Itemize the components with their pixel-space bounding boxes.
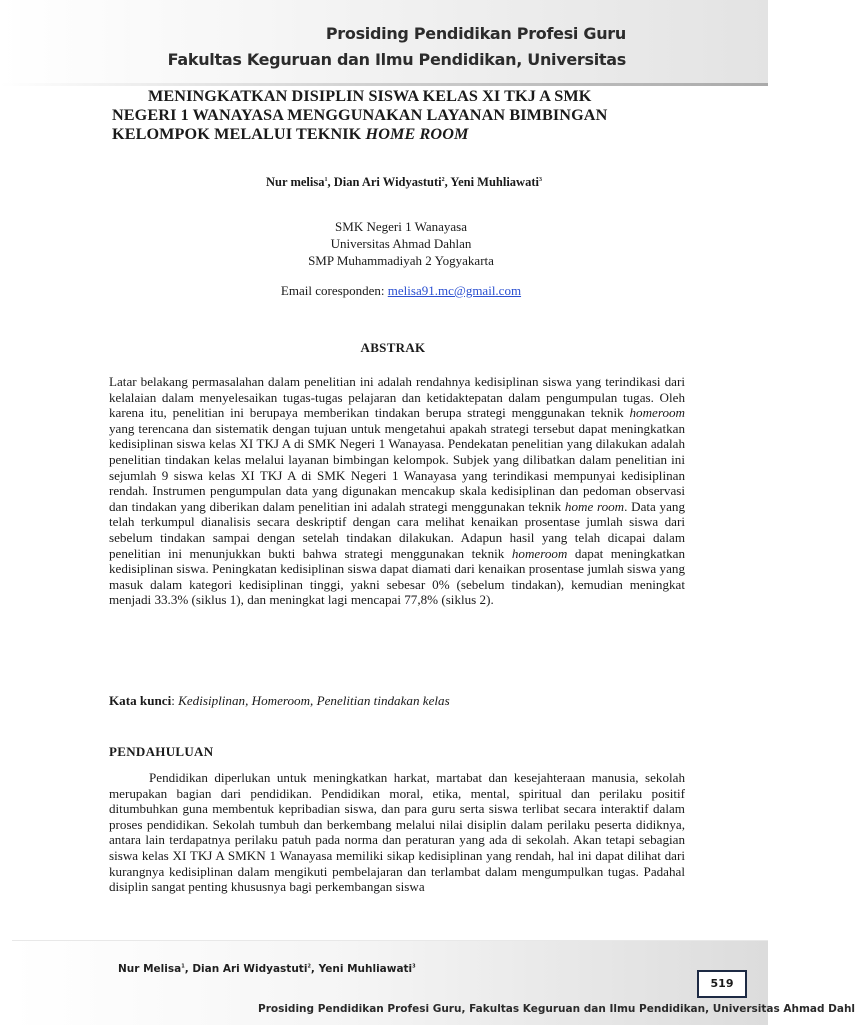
abstract-text-3: . Data yang telah terkumpul dianalisis secara deskriptif dengan cara melihat kenaikan prosentase jumlah siswa dari sebelum tindakan sampai dengan setelah tindakan dilakukan. Adapun hasil yang telah dicapai dalam penelitian ini menunjukkan bukti bahwa strategi menggunakan teknik (109, 498, 685, 561)
keywords-value: Kedisiplinan, Homeroom, Penelitian tindakan kelas (178, 693, 450, 708)
author-1-sup: 1 (324, 176, 328, 183)
abstract-text-1: Latar belakang permasalahan dalam penelitian ini adalah rendahnya kedisiplinan siswa yang terindikasi dari kelalaian dalam menyelesaikan tugas-tugas pelajaran dan ketidaktepatan dalam pengumpulan tugas. Oleh karena itu, penelitian ini berupaya memberikan tindakan berupa strategi menggunakan teknik (109, 374, 685, 421)
author-1: Nur melisa (266, 175, 325, 189)
email-label: Email coresponden: (280, 283, 388, 298)
title-line-3-text: KELOMPOK MELALUI TEKNIK (112, 125, 366, 143)
affiliation-1: SMK Negeri 1 Wanayasa (335, 219, 467, 234)
footer-author-2-sup: 2 (307, 963, 311, 970)
abstract-italic-2: home room (564, 498, 625, 514)
affiliation-2: Universitas Ahmad Dahlan (330, 236, 472, 251)
abstract-text-4: dapat meningkatkan kedisiplinan siswa. Peningkatan kedisiplinan siswa dapat diamati dari kenaikan prosentase jumlah siswa yang masuk dalam kategori kedisiplinan tinggi, yakni sebesar 0% (sebelum tindakan), kemudian meningkat menjadi 33.3% (siklus 1), dan meningkat lagi mencapai 77,8% (siklus 2). (109, 545, 685, 608)
author-3: Yeni Muhliawati (450, 175, 539, 189)
footer-proceedings-line: Prosiding Pendidikan Profesi Guru, Fakultas Keguruan dan Ilmu Pendidikan, Universitas Ahmad Dahl (258, 1003, 855, 1015)
section-heading-introduction: PENDAHULUAN (109, 744, 214, 759)
email-link[interactable]: melisa91.mc@gmail.com (387, 283, 522, 298)
abstract-text-2: yang terencana dan sistematik dengan tujuan untuk mengetahui apakah strategi tersebut dapat meningkatkan kedisiplinan siswa kelas XI TKJ A di SMK Negeri 1 Wanayasa. Pendekatan penelitian yang dilakukan adalah penelitian tindakan kelas melalui layanan bimbingan kelompok. Subjek yang dilibatkan dalam penelitian ini sejumlah 9 siswa kelas XI TKJ A di SMK Negeri 1 Wanayasa yang terindikasi mempunyai kedisiplinan rendah. Instrumen pengumpulan data yang digunakan mencakup skala kedisiplinan dan pedoman observasi dan tindakan yang diberikan dalam penelitian ini adalah strategi menggunakan teknik (109, 420, 685, 514)
title-line-1: MENINGKATKAN DISIPLIN SISWA KELAS XI TKJ A SMK (148, 87, 592, 105)
title-line-3-italic: HOME ROOM (365, 125, 469, 143)
title-line-3 (112, 125, 712, 144)
header-proceedings-title: Prosiding Pendidikan Profesi Guru (325, 24, 626, 43)
paper-title (112, 87, 712, 144)
author-list: Nur melisa$^1$, Dian Ari Widyastuti$^2$, Yeni Muhliawati$^3$ (266, 175, 542, 189)
affiliation-3: SMP Muhammadiyah 2 Yogyakarta (308, 253, 494, 268)
footer-author-1: Nur Melisa (118, 963, 182, 975)
page-header (0, 0, 768, 86)
keywords-label: Kata kunci (109, 693, 172, 708)
keywords (109, 693, 685, 709)
abstract-italic-3: homeroom (511, 545, 568, 561)
footer-author-3-sup: 3 (412, 963, 416, 970)
abstract-italic-1: homeroom (629, 405, 685, 421)
page-number: 519 (697, 970, 747, 998)
abstract-heading: ABSTRAK (360, 340, 426, 355)
footer-author-1-sup: 1 (181, 963, 185, 970)
title-line-2: NEGERI 1 WANAYASA MENGGUNAKAN LAYANAN BIMBINGAN (112, 106, 608, 124)
abstract-body (109, 374, 685, 608)
footer-authors: Nur Melisa$^1$, Dian Ari Widyastuti$^2$, Yeni Muhliawati$^3$ (118, 963, 416, 975)
author-3-sup: 3 (538, 176, 542, 183)
footer-author-2: Dian Ari Widyastuti (192, 963, 308, 975)
header-faculty: Fakultas Keguruan dan Ilmu Pendidikan, Universitas (167, 50, 626, 69)
email-line (0, 283, 768, 299)
footer-author-3: Yeni Muhliawati (318, 963, 413, 975)
keywords-separator: : (171, 693, 179, 708)
author-2: Dian Ari Widyastuti (333, 175, 442, 189)
introduction-paragraph: Pendidikan diperlukan untuk meningkatkan harkat, martabat dan kesejahteraan manusia, sekolah merupakan bagian dari pendidikan. Pendidikan moral, etika, mental, spiritual dan perilaku positif ditumbuhkan guna membentuk kepribadian siswa, dan para guru serta siswa terlibat secara interaktif dalam proses pendidikan. Sekolah tumbuh dan berkembang melalui nilai disiplin dalam perilaku peserta didiknya, antara lain terdapatnya perilaku patuh pada norma dan peraturan yang ada di sekolah. Akan tetapi sebagian siswa kelas XI TKJ A SMKN 1 Wanayasa memiliki sikap kedisiplinan yang rendah, hal ini dapat dilihat dari kurangnya kedisiplinan dalam mengikuti pembelajaran dan terlambat dalam mengumpulkan tugas. Padahal disiplin sangat penting khususnya bagi perkembangan siswa (109, 770, 685, 895)
author-2-sup: 2 (441, 176, 445, 183)
